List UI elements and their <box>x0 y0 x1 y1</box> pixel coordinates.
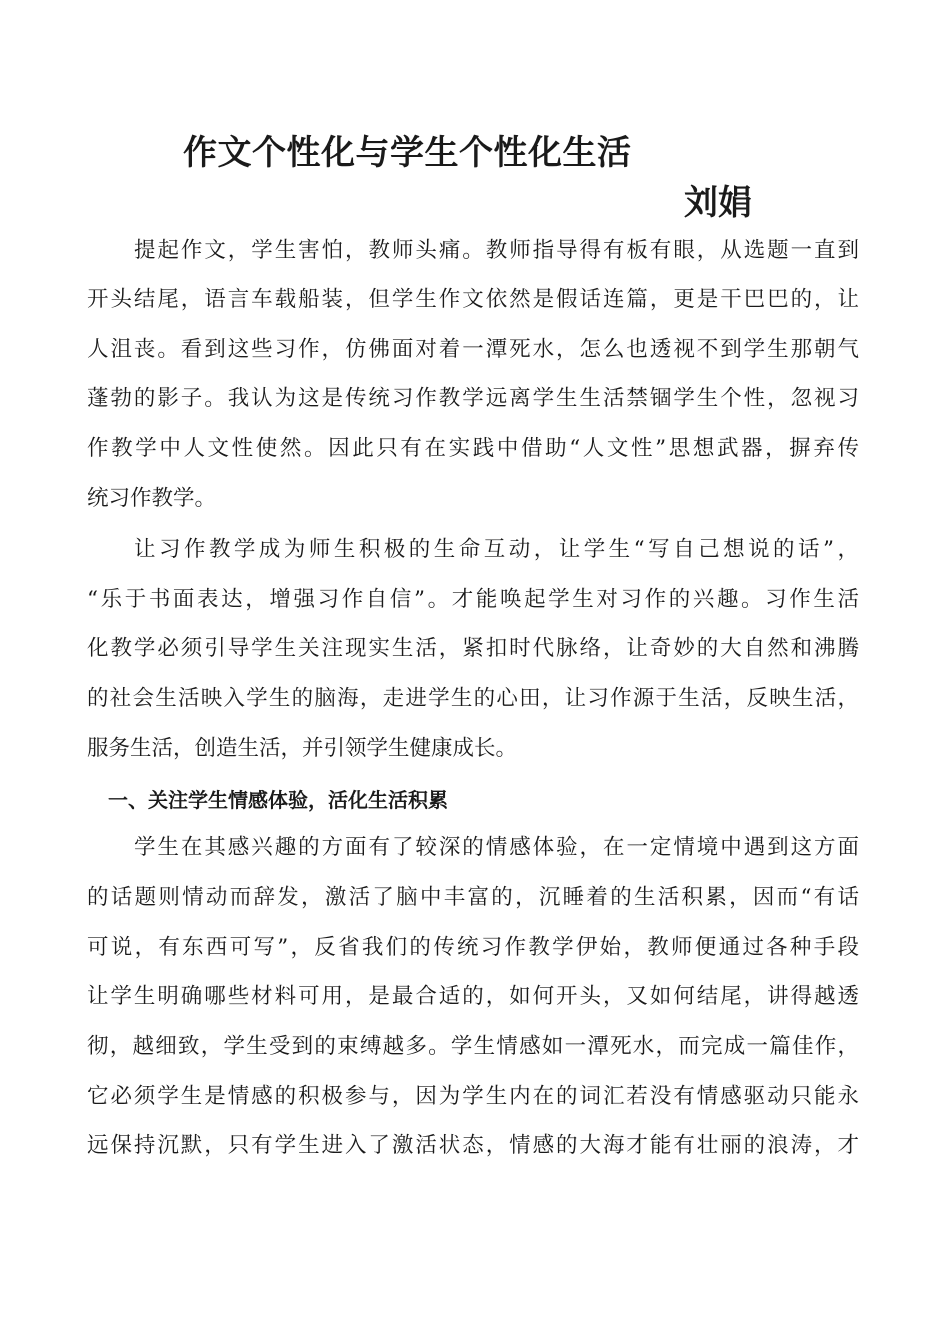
paragraph-1-line-6: 统习作教学。 <box>87 486 217 511</box>
section-heading: 一、关注学生情感体验，活化生活积累 <box>108 788 448 812</box>
document-title: 作文个性化与学生个性化生活 <box>183 133 632 173</box>
paragraph-2-line-5: 服务生活，创造生活，并引领学生健康成长。 <box>87 736 518 761</box>
section-paragraph-line-6: 它必须学生是情感的积极参与，因为学生内在的词汇若没有情感驱动只能永 <box>87 1084 859 1109</box>
paragraph-2-line-4: 的社会生活映入学生的脑海，走进学生的心田，让习作源于生活，反映生活， <box>87 686 859 711</box>
paragraph-1-line-3: 人沮丧。看到这些习作，仿佛面对着一潭死水，怎么也透视不到学生那朝气 <box>87 337 859 362</box>
section-paragraph-line-7: 远保持沉默，只有学生进入了激活状态，情感的大海才能有壮丽的浪涛，才 <box>87 1133 859 1158</box>
paragraph-1-line-1: 提起作文，学生害怕，教师头痛。教师指导得有板有眼，从选题一直到 <box>134 238 859 263</box>
section-paragraph-line-2: 的话题则情动而辞发，激活了脑中丰富的，沉睡着的生活积累，因而“有话 <box>87 885 859 910</box>
paragraph-2-line-1: 让习作教学成为师生积极的生命互动，让学生“写自己想说的话”， <box>134 537 859 562</box>
paragraph-2-line-3: 化教学必须引导学生关注现实生活，紧扣时代脉络，让奇妙的大自然和沸腾 <box>87 636 859 661</box>
document-author: 刘娟 <box>684 183 752 223</box>
paragraph-2-line-2: “乐于书面表达，增强习作自信”。才能唤起学生对习作的兴趣。习作生活 <box>87 587 859 612</box>
paragraph-1-line-5: 作教学中人文性使然。因此只有在实践中借助“人文性”思想武器，摒弃传 <box>87 436 859 461</box>
paragraph-1-line-4: 蓬勃的影子。我认为这是传统习作教学远离学生生活禁锢学生个性，忽视习 <box>87 386 859 411</box>
section-paragraph-line-5: 彻，越细致，学生受到的束缚越多。学生情感如一潭死水，而完成一篇佳作， <box>87 1034 859 1059</box>
section-paragraph-line-1: 学生在其感兴趣的方面有了较深的情感体验，在一定情境中遇到这方面 <box>134 835 859 860</box>
section-paragraph-line-4: 让学生明确哪些材料可用，是最合适的，如何开头，又如何结尾，讲得越透 <box>87 984 859 1009</box>
section-paragraph-line-3: 可说，有东西可写”，反省我们的传统习作教学伊始，教师便通过各种手段 <box>87 935 859 960</box>
paragraph-1-line-2: 开头结尾，语言车载船装，但学生作文依然是假话连篇，更是干巴巴的，让 <box>87 287 859 312</box>
